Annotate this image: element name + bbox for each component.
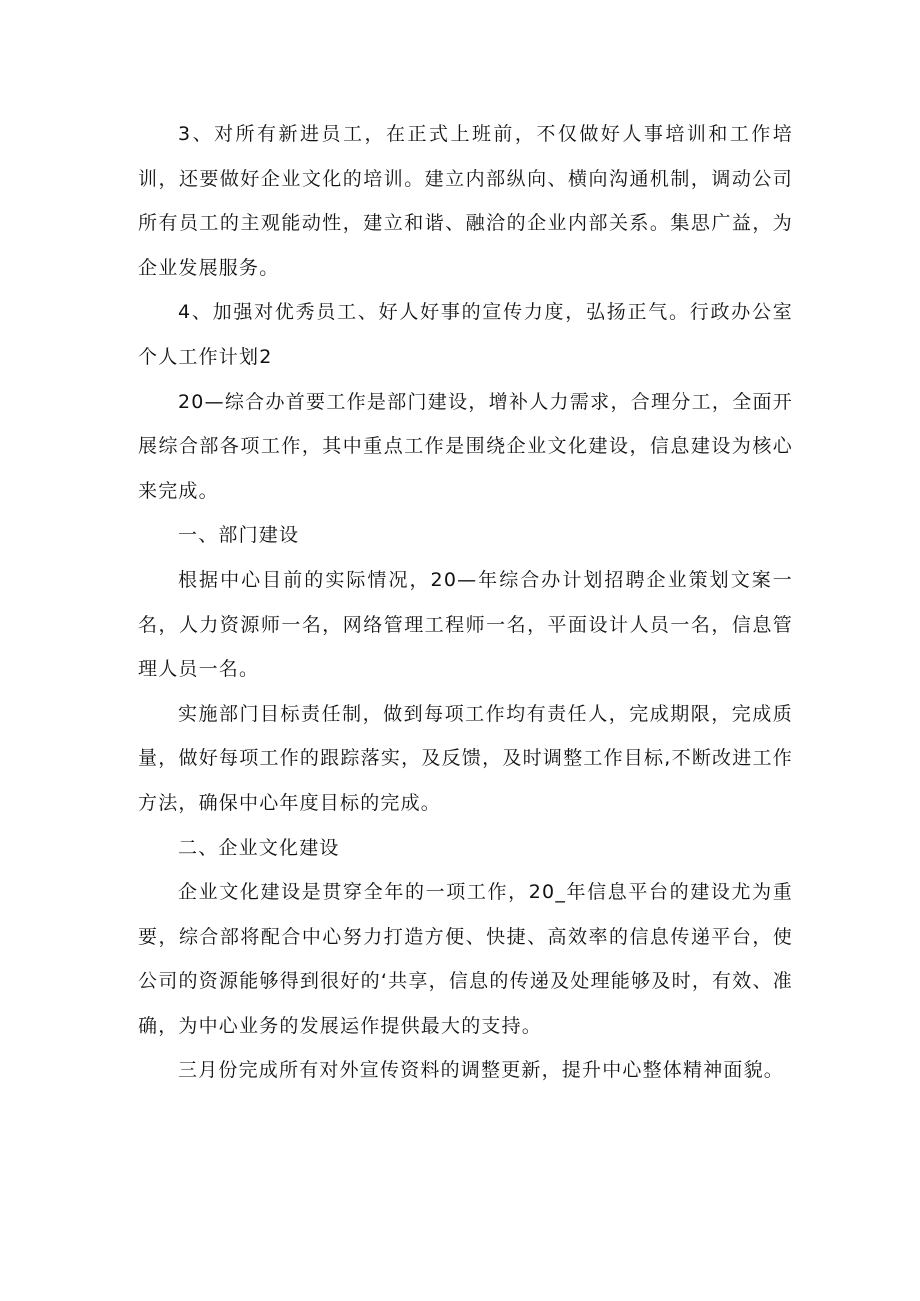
paragraph-march-publicity-update: 三月份完成所有对外宣传资料的调整更新，提升中心整体精神面貌。 xyxy=(178,1059,785,1082)
paragraph-department-priority: 20—综合办首要工作是部门建设，增补人力需求，合理分工，全面开展综合部各项工作，其中重点工作是围绕企业文化建设，信息建设为核心来完成。 xyxy=(138,390,793,502)
document-body xyxy=(138,112,793,1093)
paragraph-recruitment-plan: 根据中心目前的实际情况，20—年综合办计划招聘企业策划文案一名，人力资源师一名，网络管理工程师一名，平面设计人员一名，信息管理人员一名。 xyxy=(138,568,793,681)
paragraph-responsibility-system: 实施部门目标责任制，做到每项工作均有责任人，完成期限，完成质量，做好每项工作的跟踪落实，及反馈，及时调整工作目标,不断改进工作方法，确保中心年度目标的完成。 xyxy=(138,702,793,814)
section-heading-department-building: 一、部门建设 xyxy=(178,524,300,547)
section-heading-corporate-culture: 二、企业文化建设 xyxy=(178,836,340,859)
paragraph-new-employee-training: 3、对所有新进员工，在正式上班前，不仅做好人事培训和工作培训，还要做好企业文化的培训。建立内部纵向、横向沟通机制，调动公司所有员工的主观能动性，建立和谐、融洽的企业内部关系。集思广益，为企业发展服务。 xyxy=(138,123,793,279)
paragraph-information-platform: 企业文化建设是贯穿全年的一项工作，20_年信息平台的建设尤为重要，综合部将配合中心努力打造方便、快捷、高效率的信息传递平台，使公司的资源能够得到很好的‘共享，信息的传递及处理能够及时，有效、准确，为中心业务的发展运作提供最大的支持。 xyxy=(138,881,793,1037)
paragraph-praise-excellent-staff: 4、加强对优秀员工、好人好事的宣传力度，弘扬正气。行政办公室个人工作计划2 xyxy=(138,301,793,368)
